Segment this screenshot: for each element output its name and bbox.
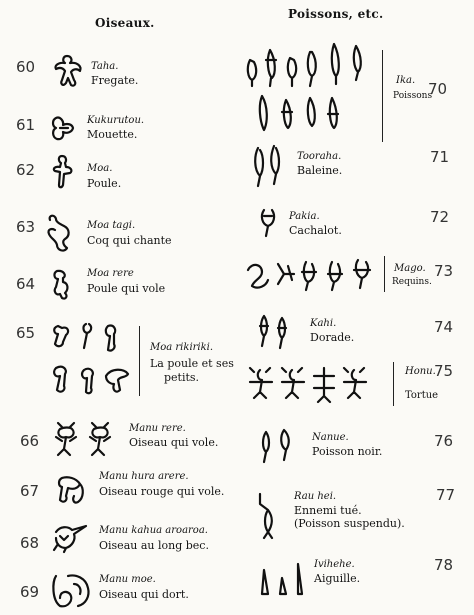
entry-number: 74 — [434, 318, 454, 336]
entry-number: 69 — [20, 583, 40, 601]
glyph-drawing — [254, 312, 296, 354]
entry-number: 72 — [430, 208, 450, 226]
french-gloss: petits. — [164, 371, 200, 384]
french-gloss: Oiseau rouge qui vole. — [99, 485, 225, 498]
group-brace — [393, 362, 394, 406]
rongorongo-name: Tooraha. — [297, 151, 342, 162]
entry-number: 75 — [434, 362, 454, 380]
rongorongo-name: Nanue. — [312, 432, 349, 443]
group-brace — [139, 326, 140, 396]
glyph-drawing — [240, 40, 376, 140]
glyph-drawing — [50, 522, 90, 554]
entry-number: 78 — [434, 556, 454, 574]
rongorongo-name: Taha. — [91, 61, 119, 72]
glyph-drawing — [52, 421, 120, 457]
glyph-drawing — [244, 256, 384, 296]
french-gloss: Poule. — [87, 177, 122, 190]
group-brace — [384, 256, 385, 292]
glyph-drawing — [48, 267, 74, 301]
entry-number: 76 — [434, 432, 454, 450]
rongorongo-name: Honu. — [405, 366, 436, 377]
rongorongo-name: Moa tagi. — [87, 220, 136, 231]
entry-number: 60 — [16, 58, 36, 76]
rongorongo-name: Moa rere — [87, 268, 134, 279]
glyph-drawing — [254, 490, 284, 540]
french-gloss: Poule qui vole — [87, 282, 166, 295]
entry-number: 70 — [428, 80, 448, 98]
glyph-drawing — [254, 560, 308, 600]
rongorongo-name: Rau hei. — [294, 491, 337, 502]
glyph-drawing — [256, 426, 300, 466]
french-gloss: Requins. — [392, 277, 432, 287]
rongorongo-name: Moa rikiriki. — [150, 342, 214, 353]
entry-number: 64 — [16, 275, 36, 293]
entry-number: 63 — [16, 218, 36, 236]
french-gloss: Fregate. — [91, 74, 139, 87]
french-gloss: La poule et ses — [150, 357, 234, 370]
glyph-drawing — [256, 206, 280, 240]
rongorongo-name: Pakia. — [289, 211, 320, 222]
french-gloss: (Poisson suspendu). — [294, 517, 405, 530]
glyph-drawing — [248, 142, 288, 190]
heading-birds: Oiseaux. — [95, 16, 155, 30]
french-gloss: Dorade. — [310, 331, 355, 344]
french-gloss: Oiseau qui dort. — [99, 588, 189, 601]
entry-number: 65 — [16, 324, 36, 342]
group-brace — [382, 50, 383, 142]
french-gloss: Poisson noir. — [312, 445, 383, 458]
french-gloss: Aiguille. — [314, 572, 361, 585]
rongorongo-name: Manu kahua aroaroa. — [99, 525, 208, 536]
entry-number: 71 — [430, 148, 450, 166]
glyph-drawing — [248, 362, 388, 410]
entry-number: 68 — [20, 534, 40, 552]
rongorongo-name: Ika. — [396, 75, 416, 86]
rongorongo-name: Moa. — [87, 163, 113, 174]
french-gloss: Mouette. — [87, 128, 138, 141]
rongorongo-name: Kukurutou. — [87, 115, 145, 126]
entry-number: 67 — [20, 482, 40, 500]
french-gloss: Coq qui chante — [87, 234, 172, 247]
french-gloss: Poissons — [393, 91, 433, 101]
rongorongo-name: Mago. — [394, 263, 426, 274]
glyph-drawing — [42, 212, 76, 256]
french-gloss: Tortue — [405, 390, 439, 401]
rongorongo-name: Manu hura arere. — [99, 471, 189, 482]
rongorongo-name: Ivihehe. — [314, 559, 355, 570]
glyph-drawing — [46, 112, 78, 144]
rongorongo-name: Manu rere. — [129, 423, 186, 434]
french-gloss: Cachalot. — [289, 224, 342, 237]
french-gloss: Baleine. — [297, 164, 343, 177]
french-gloss: Oiseau qui vole. — [129, 436, 219, 449]
glyph-drawing — [48, 153, 76, 191]
glyph-drawing — [54, 474, 88, 506]
entry-number: 73 — [434, 262, 454, 280]
heading-fish: Poissons, etc. — [288, 7, 384, 21]
rongorongo-name: Kahi. — [310, 318, 337, 329]
entry-number: 61 — [16, 116, 36, 134]
entry-number: 77 — [436, 486, 456, 504]
french-gloss: Oiseau au long bec. — [99, 539, 209, 552]
entry-number: 62 — [16, 161, 36, 179]
french-gloss: Ennemi tué. — [294, 504, 362, 517]
glyph-drawing — [46, 318, 136, 404]
glyph-drawing — [48, 570, 96, 610]
entry-number: 66 — [20, 432, 40, 450]
glyph-drawing — [50, 52, 84, 90]
rongorongo-name: Manu moe. — [99, 574, 156, 585]
